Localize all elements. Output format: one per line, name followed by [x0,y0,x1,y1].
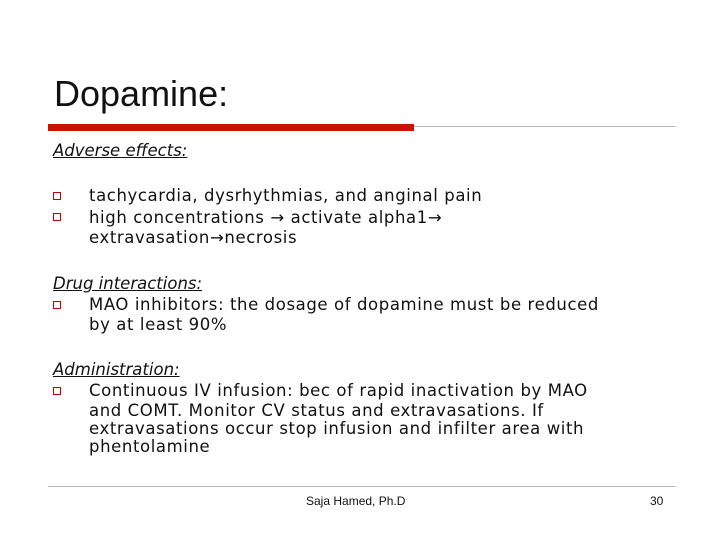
bullet-line: Continuous IV infusion: bec of rapid inactivation by MAO [89,381,588,400]
bullet-line: tachycardia, dysrhythmias, and anginal pain [89,186,483,205]
footer-divider-line [48,486,676,487]
slide-title: Dopamine: [54,73,229,114]
section-heading-administration: Administration: [53,360,180,379]
title-divider-line [414,126,676,127]
footer-author: Saja Hamed, Ph.D [306,494,406,508]
page-number: 30 [650,494,664,508]
square-bullet-icon [53,192,61,200]
bullet-line: MAO inhibitors: the dosage of dopamine must be reduced [89,295,599,314]
bullet-line: high concentrations → activate alpha1→ [89,208,443,227]
title-accent-bar [48,124,414,131]
bullet-line: by at least 90% [89,315,228,334]
square-bullet-icon [53,213,61,221]
bullet-line: extravasation→necrosis [89,228,298,247]
square-bullet-icon [53,387,61,395]
section-heading-drug-interactions: Drug interactions: [53,274,203,293]
square-bullet-icon [53,301,61,309]
bullet-line: extravasations occur stop infusion and infilter area with [89,419,585,438]
bullet-line: phentolamine [89,437,211,456]
bullet-line: and COMT. Monitor CV status and extravasations. If [89,401,544,420]
section-heading-adverse-effects: Adverse effects: [53,141,188,160]
